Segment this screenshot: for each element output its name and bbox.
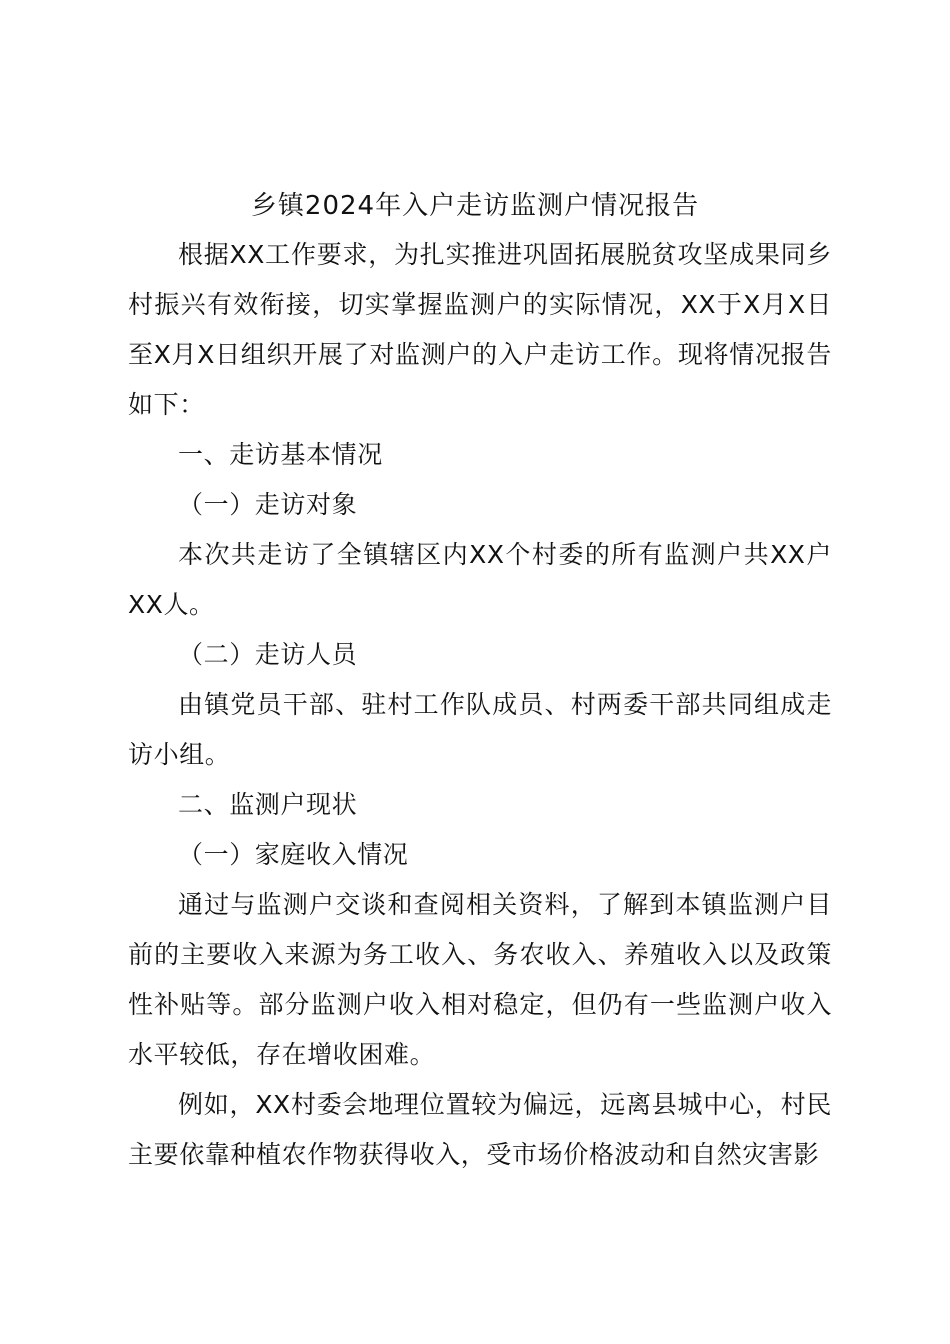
section-heading-household-status: 二、监测户现状	[178, 790, 358, 819]
family-income-paragraph: 通过与监测户交谈和查阅相关资料，了解到本镇监测户目前的主要收入来源为务工收入、务农收入、养殖收入以及政策性补贴等。部分监测户收入相对稳定，但仍有一些监测户收入水平较低，存在增收困难。	[128, 890, 832, 1069]
subsection-heading-visit-personnel: （二）走访人员	[178, 640, 358, 669]
document-title: 乡镇2024年入户走访监测户情况报告	[250, 191, 700, 221]
document-body	[128, 230, 832, 1180]
intro-paragraph: 根据XX工作要求，为扎实推进巩固拓展脱贫攻坚成果同乡村振兴有效衔接，切实掌握监测户的实际情况，XX于X月X日至X月X日组织开展了对监测户的入户走访工作。现将情况报告如下：	[128, 240, 832, 419]
visit-targets-paragraph: 本次共走访了全镇辖区内XX个村委的所有监测户共XX户XX人。	[128, 540, 832, 619]
subsection-heading-family-income: （一）家庭收入情况	[178, 840, 409, 869]
example-paragraph: 例如，XX村委会地理位置较为偏远，远离县城中心，村民主要依靠种植农作物获得收入，受市场价格波动和自然灾害影	[128, 1090, 832, 1169]
subsection-heading-visit-targets: （一）走访对象	[178, 490, 358, 519]
visit-personnel-paragraph: 由镇党员干部、驻村工作队成员、村两委干部共同组成走访小组。	[128, 690, 832, 769]
section-heading-visit-overview: 一、走访基本情况	[178, 440, 383, 469]
